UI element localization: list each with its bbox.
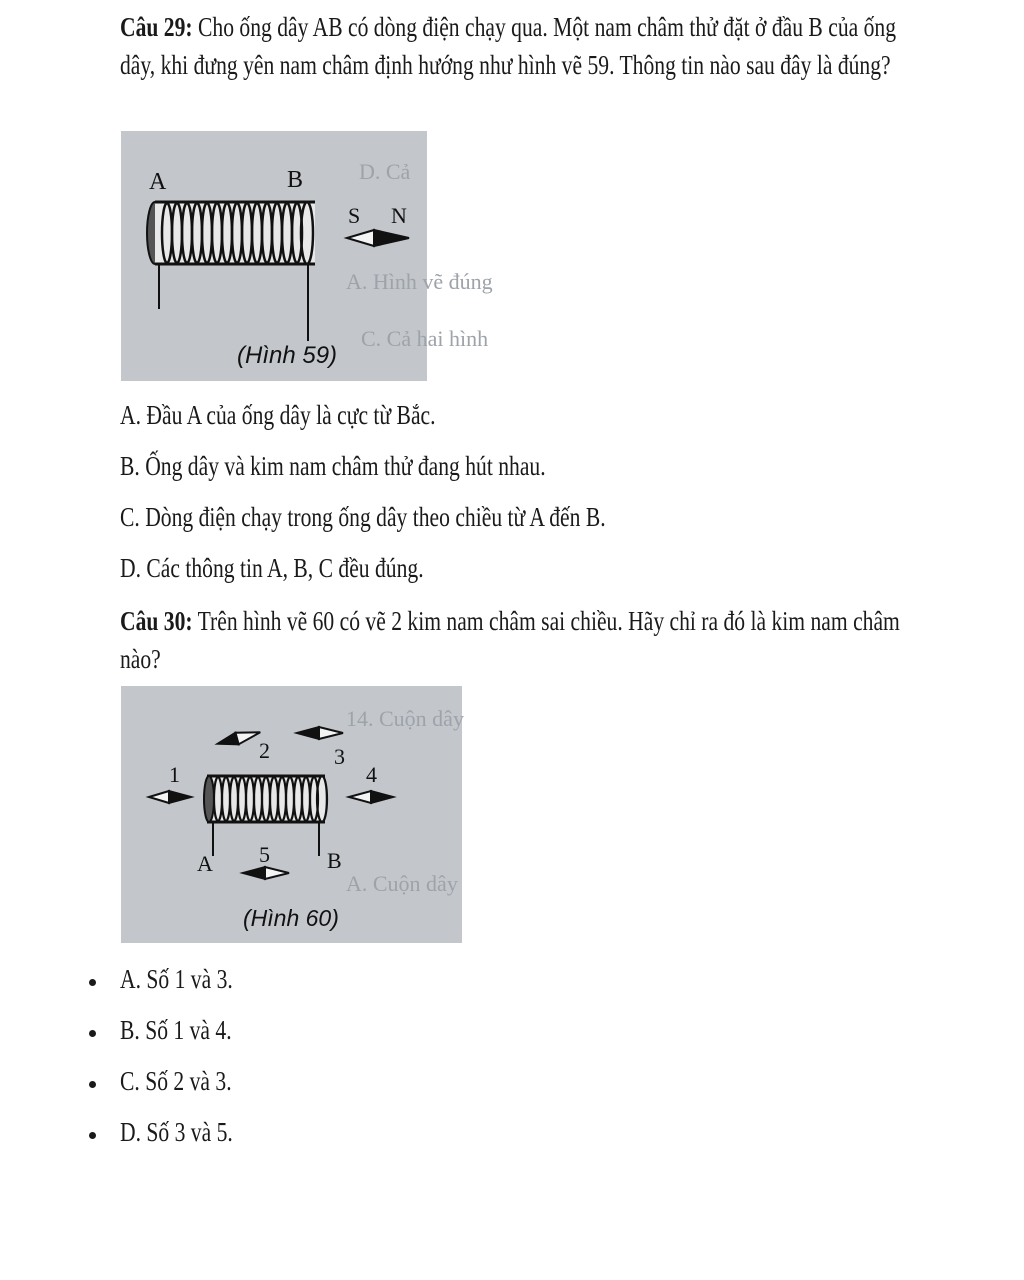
needle-number-5: 5 [259,842,270,867]
needle-number-2: 2 [259,738,270,763]
q30-option-b: B. Số 1 và 4. [120,1015,232,1045]
question-29-text: Cho ống dây AB có dòng điện chạy qua. Một nam châm thử đặt ở đầu B của ống dây, khi đưng yên nam châm định hướng như hình vẽ 59. Thông tin nào sau đây là đúng? [120,12,897,80]
q30-option-a: A. Số 1 và 3. [120,964,233,994]
figure-60-bleed-text-2: A. Cuộn dây [346,871,458,896]
compass-needle-5 [243,867,289,879]
q30-option-c: C. Số 2 và 3. [120,1066,232,1096]
question-30-label: Câu 30: [120,606,193,636]
question-29 [120,8,910,84]
figure-60 [121,686,462,943]
question-30 [120,602,910,678]
compass-needle-3 [297,727,343,739]
q30-option-d: D. Số 3 và 5. [120,1117,233,1147]
figure-60-bleed-text-1: 14. Cuộn dây [346,706,464,731]
figure-59 [121,131,493,381]
magnet-label-n: N [391,203,407,228]
question-29-label: Câu 29: [120,12,193,42]
figure-60-caption: (Hình 60) [243,905,339,931]
figure-59-bleed-text-2: A. Hình vẽ đúng [346,269,493,294]
question-30-text: Trên hình vẽ 60 có vẽ 2 kim nam châm sai chiều. Hãy chỉ ra đó là kim nam châm nào? [120,606,900,674]
bullet-dot [89,979,96,986]
compass-needle-1 [149,791,191,803]
solenoid-coil [147,202,315,264]
figure-59-bleed-text-1: D. Cả [359,159,411,184]
coil-label-a: A [149,169,167,195]
compass-needle-59 [347,230,409,246]
bullet-dot [89,1081,96,1088]
bullet-dot [89,1132,96,1139]
q29-option-c: C. Dòng điện chạy trong ống dây theo chiều từ A đến B. [120,502,606,532]
q29-option-b: B. Ống dây và kim nam châm thử đang hút nhau. [120,451,546,481]
needle-number-3: 3 [334,744,345,769]
figure-59-drawing [121,131,493,381]
figure-59-bleed-text-3: C. Cả hai hình [361,326,489,351]
magnet-label-s: S [348,203,361,228]
coil-60-label-b: B [327,848,342,873]
q29-option-a: A. Đầu A của ống dây là cực từ Bắc. [120,400,436,430]
q29-option-d: D. Các thông tin A, B, C đều đúng. [120,553,424,583]
solenoid-coil-60 [204,776,327,822]
bullet-dot [89,1030,96,1037]
compass-needle-2 [216,727,262,750]
needle-number-4: 4 [366,762,377,787]
compass-needle-4 [349,791,393,803]
coil-label-b: B [287,167,304,193]
figure-59-caption: (Hình 59) [237,342,338,369]
coil-60-label-a: A [197,851,213,876]
figure-60-drawing [121,686,462,943]
needle-number-1: 1 [169,762,180,787]
